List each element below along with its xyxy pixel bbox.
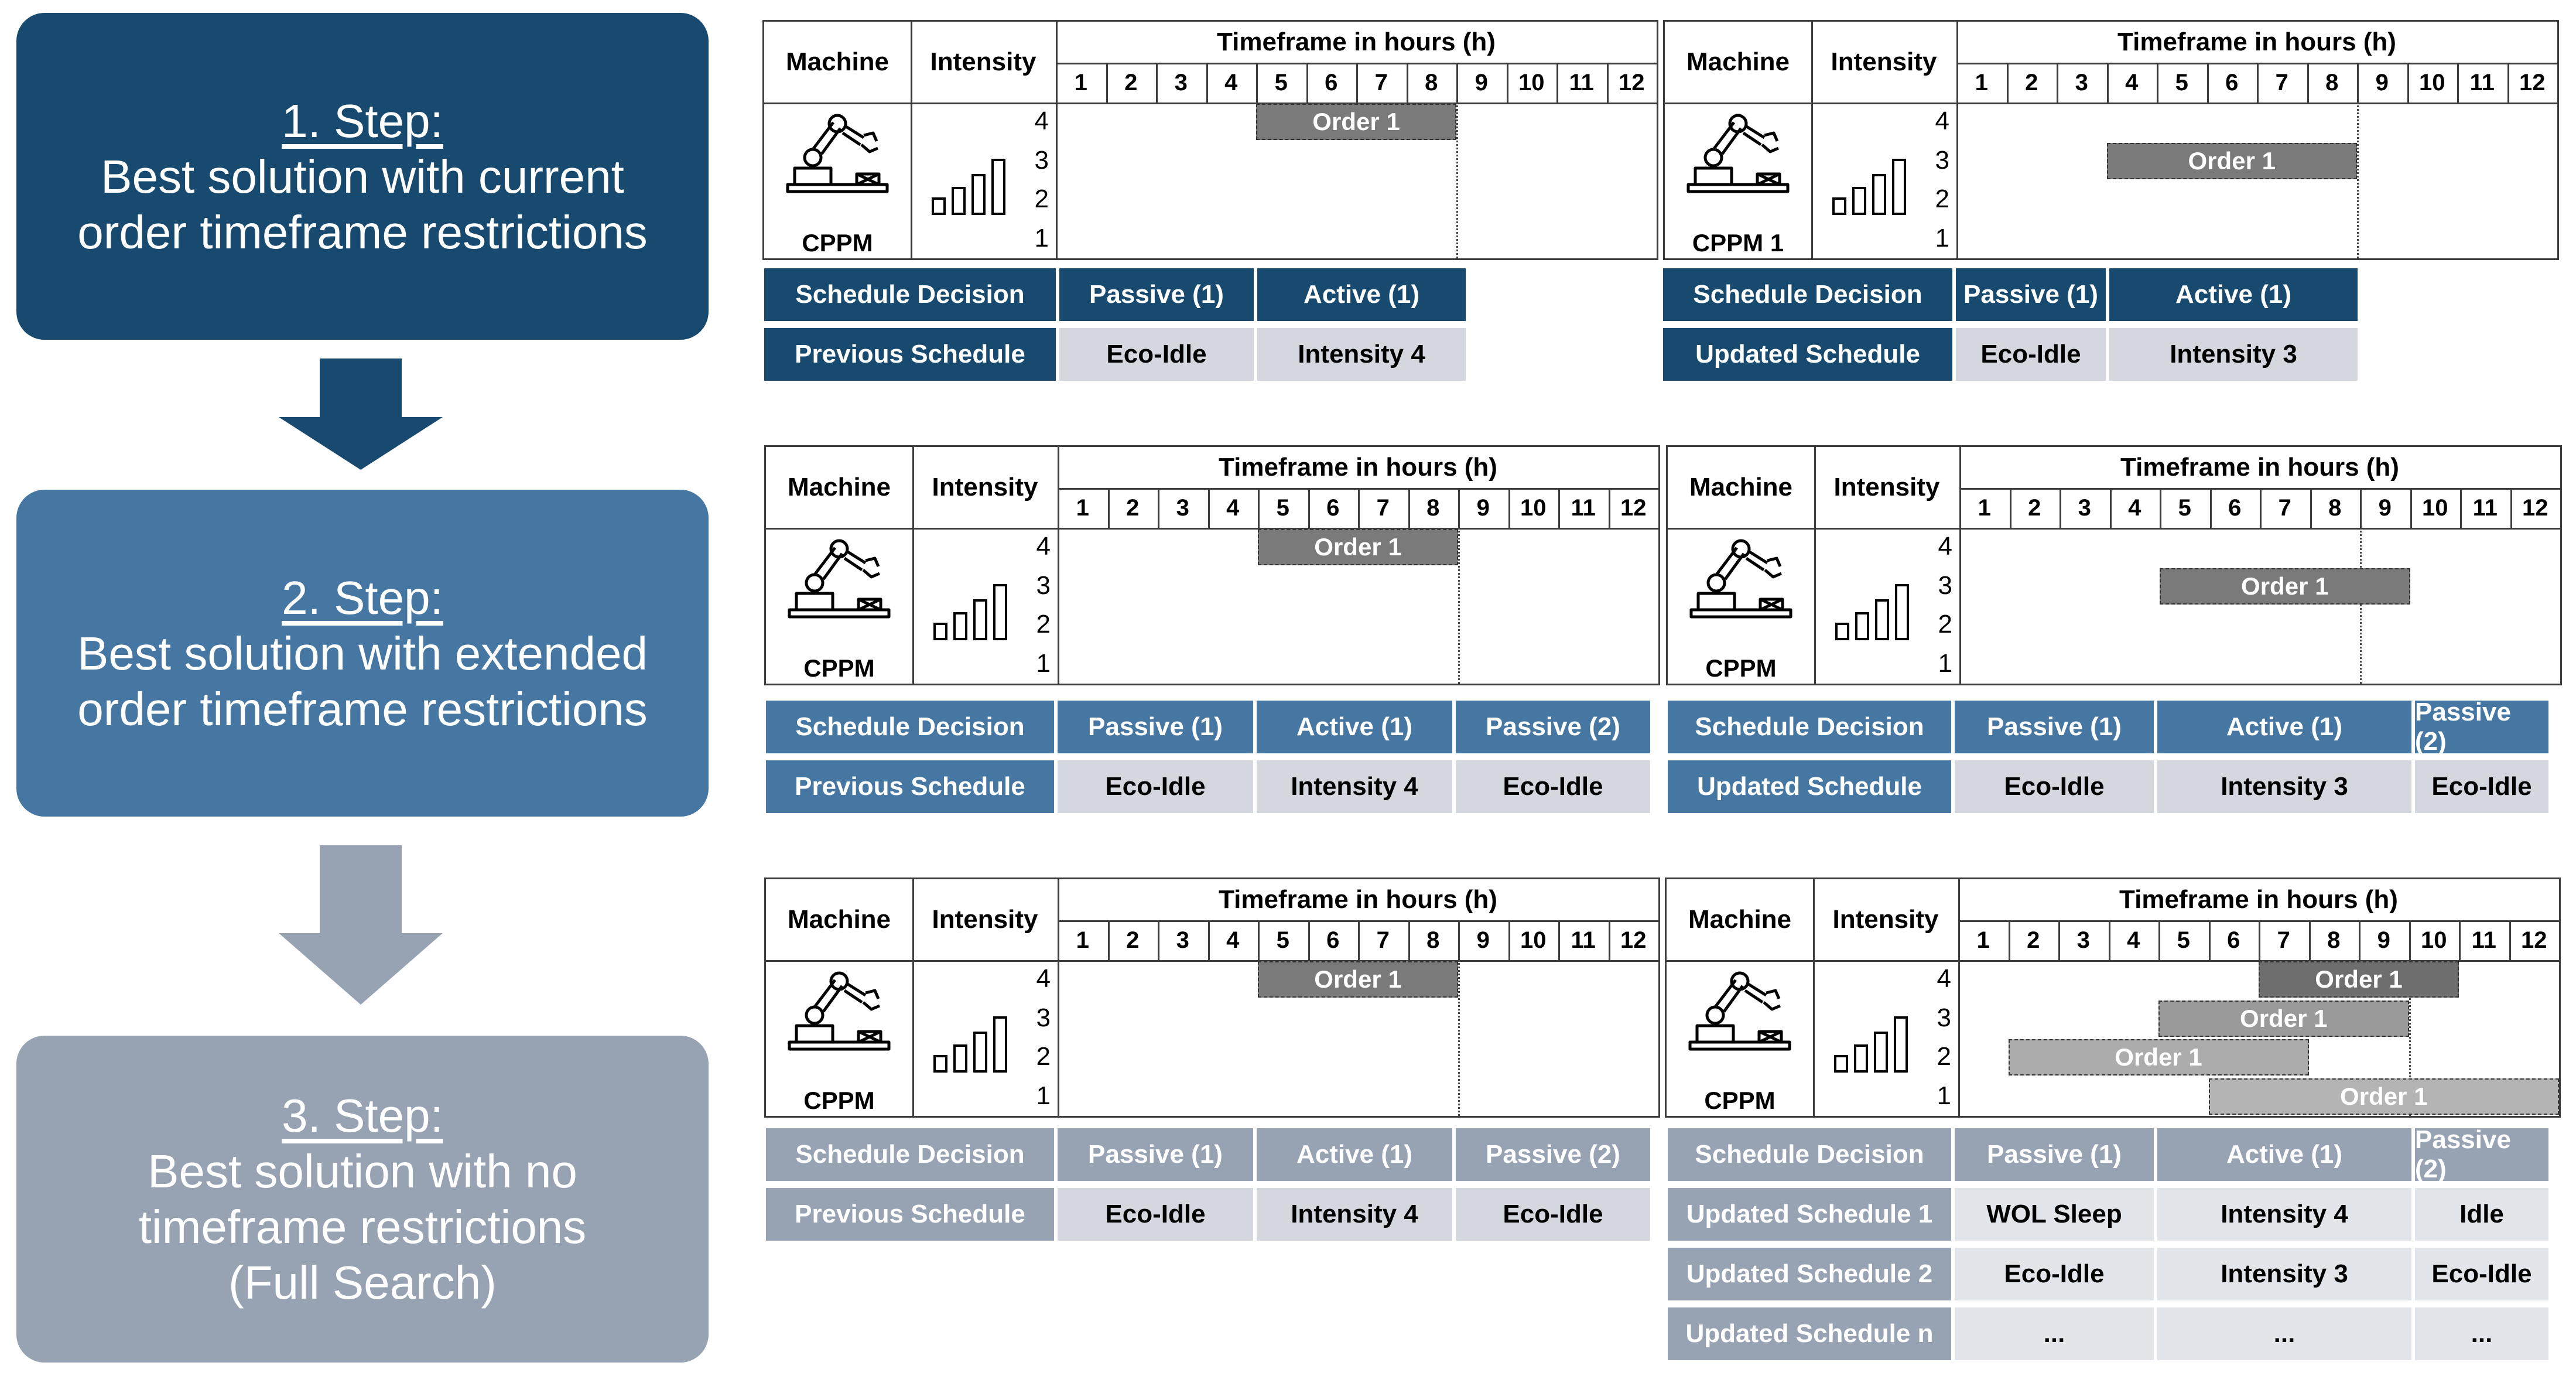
schedule-value: ... xyxy=(2157,1307,2411,1360)
intensity-level-label: 1 xyxy=(1036,648,1051,678)
down-arrow-icon xyxy=(279,845,443,1005)
hour-label: 8 xyxy=(1426,494,1440,521)
hour-label: 4 xyxy=(2125,69,2139,95)
hour-label: 10 xyxy=(1520,494,1547,521)
schedule-row-label: Updated Schedule xyxy=(1663,328,1952,381)
step-2-line2: order timeframe restrictions xyxy=(77,682,648,735)
schedule-value: Eco-Idle xyxy=(1955,760,2154,813)
intensity-level-label: 4 xyxy=(1937,964,1951,993)
schedule-row-label: Previous Schedule xyxy=(764,328,1056,381)
hour-label: 10 xyxy=(2419,69,2445,95)
hour-label: 1 xyxy=(1975,69,1988,95)
hour-label: 1 xyxy=(1976,927,1990,953)
hour-label: 11 xyxy=(1571,927,1596,953)
order-bar: Order 1 xyxy=(2209,1078,2560,1115)
schedule-value: Intensity 3 xyxy=(2157,1248,2411,1300)
hour-label: 5 xyxy=(1276,494,1289,521)
intensity-header: Intensity xyxy=(1833,473,1940,501)
intensity-header: Intensity xyxy=(932,905,1038,934)
deadline-dashed-line xyxy=(2357,103,2359,258)
hour-label: 3 xyxy=(1176,494,1189,521)
schedule-value: Intensity 3 xyxy=(2109,328,2358,381)
schedule-row-label: Updated Schedule n xyxy=(1668,1307,1951,1360)
hour-label: 6 xyxy=(2225,69,2239,95)
intensity-level-label: 4 xyxy=(1036,532,1051,561)
hour-label: 6 xyxy=(2227,927,2240,953)
intensity-level-label: 4 xyxy=(1938,532,1952,561)
hour-label: 12 xyxy=(2519,69,2546,95)
schedule-phase-header: Passive (2) xyxy=(2415,1128,2548,1181)
hour-label: 3 xyxy=(1174,69,1188,95)
intensity-level-label: 3 xyxy=(1036,571,1051,600)
intensity-level-label: 1 xyxy=(1937,1081,1951,1110)
gantt-panel-4 xyxy=(1666,445,2562,685)
step-1-box xyxy=(16,13,709,340)
machine-name: CPPM xyxy=(803,654,875,682)
hour-label: 3 xyxy=(2075,69,2088,95)
machine-header: Machine xyxy=(1686,47,1790,76)
schedule-value: Intensity 4 xyxy=(2157,1188,2411,1241)
hour-label: 9 xyxy=(1475,69,1488,95)
schedule-phase-header: Active (1) xyxy=(2157,1128,2411,1181)
hour-label: 11 xyxy=(2469,69,2495,95)
hour-label: 12 xyxy=(2522,494,2548,521)
hour-label: 9 xyxy=(2377,927,2390,953)
schedule-decision-label: Schedule Decision xyxy=(1668,1128,1951,1181)
hour-label: 10 xyxy=(1518,69,1545,95)
hour-label: 2 xyxy=(1126,494,1140,521)
hour-label: 9 xyxy=(1476,494,1490,521)
hour-label: 9 xyxy=(2378,494,2392,521)
hour-label: 2 xyxy=(1124,69,1138,95)
gantt-panel-6 xyxy=(1665,878,2561,1118)
timeframe-header: Timeframe in hours (h) xyxy=(1219,885,1497,914)
timeframe-header: Timeframe in hours (h) xyxy=(2117,28,2396,56)
intensity-level-label: 3 xyxy=(1937,1003,1951,1032)
schedule-decision-label: Schedule Decision xyxy=(1663,268,1952,321)
schedule-value: Intensity 4 xyxy=(1257,328,1466,381)
schedule-value: WOL Sleep xyxy=(1955,1188,2154,1241)
step-1-line1: Best solution with current xyxy=(101,150,624,203)
machine-header: Machine xyxy=(785,47,890,76)
schedule-value: Idle xyxy=(2415,1188,2548,1241)
intensity-level-label: 1 xyxy=(1938,648,1952,678)
hour-label: 4 xyxy=(1226,494,1240,521)
schedule-value: Eco-Idle xyxy=(1956,328,2106,381)
order-bar: Order 1 xyxy=(1258,961,1458,998)
hour-label: 9 xyxy=(2375,69,2389,95)
hour-label: 8 xyxy=(2327,927,2341,953)
schedule-decision-label: Schedule Decision xyxy=(766,701,1054,753)
robot-arm-icon xyxy=(1685,535,1797,623)
machine-cell xyxy=(1667,960,1813,1116)
hour-label: 12 xyxy=(1620,927,1647,953)
intensity-header: Intensity xyxy=(932,473,1038,501)
hour-label: 1 xyxy=(1074,69,1087,95)
step-2-box xyxy=(16,490,709,817)
machine-header: Machine xyxy=(787,473,891,501)
schedule-value: ... xyxy=(1955,1307,2154,1360)
robot-arm-icon xyxy=(1682,110,1794,197)
intensity-level-label: 4 xyxy=(1036,964,1051,993)
step-3-line3: (Full Search) xyxy=(228,1257,497,1309)
hour-label: 7 xyxy=(1374,69,1388,95)
gantt-panel-3 xyxy=(764,445,1660,685)
schedule-value: ... xyxy=(2415,1307,2548,1360)
hour-label: 8 xyxy=(2328,494,2342,521)
schedule-phase-header: Passive (2) xyxy=(1456,701,1650,753)
intensity-level-label: 2 xyxy=(1034,185,1049,214)
intensity-level-label: 2 xyxy=(1935,185,1949,214)
step-3-title: 3. Step: xyxy=(282,1090,443,1142)
schedule-row-label: Previous Schedule xyxy=(766,760,1054,813)
hour-label: 12 xyxy=(1620,494,1647,521)
timeframe-header: Timeframe in hours (h) xyxy=(2120,453,2399,482)
schedule-value: Eco-Idle xyxy=(1058,1188,1253,1241)
hour-label: 1 xyxy=(1978,494,1991,521)
schedule-row-label: Updated Schedule 1 xyxy=(1668,1188,1951,1241)
intensity-level-label: 3 xyxy=(1935,145,1949,175)
machine-cell xyxy=(1665,103,1811,258)
intensity-bars-icon xyxy=(930,1007,1024,1077)
machine-cell xyxy=(1668,528,1814,684)
hour-label: 8 xyxy=(1425,69,1438,95)
intensity-cell xyxy=(1811,103,1956,258)
robot-arm-icon xyxy=(1684,967,1795,1055)
machine-header: Machine xyxy=(1689,473,1793,501)
hour-label: 4 xyxy=(1226,927,1240,953)
robot-arm-icon xyxy=(782,110,893,197)
schedule-value: Intensity 4 xyxy=(1257,760,1452,813)
hour-label: 11 xyxy=(2472,494,2498,521)
schedule-value: Eco-Idle xyxy=(2415,760,2548,813)
order-bar: Order 1 xyxy=(1258,529,1458,565)
step-1-line2: order timeframe restrictions xyxy=(77,206,648,258)
step-1-title: 1. Step: xyxy=(282,94,443,147)
hour-label: 4 xyxy=(2128,494,2141,521)
step-3-box xyxy=(16,1036,709,1363)
hour-label: 5 xyxy=(2177,927,2190,953)
schedule-value: Eco-Idle xyxy=(1955,1248,2154,1300)
schedule-phase-header: Passive (1) xyxy=(1059,268,1254,321)
timeframe-header: Timeframe in hours (h) xyxy=(1217,28,1496,56)
hour-label: 2 xyxy=(2027,927,2040,953)
schedule-phase-header: Active (1) xyxy=(1257,1128,1452,1181)
machine-header: Machine xyxy=(1688,905,1792,934)
hour-label: 11 xyxy=(1569,69,1594,95)
deadline-dashed-line xyxy=(2360,528,2362,684)
schedule-decision-label: Schedule Decision xyxy=(1668,701,1951,753)
hour-label: 10 xyxy=(1520,927,1547,953)
intensity-level-label: 2 xyxy=(1036,1042,1051,1071)
order-bar: Order 1 xyxy=(1256,104,1456,140)
schedule-row-label: Updated Schedule xyxy=(1668,760,1951,813)
intensity-level-label: 3 xyxy=(1938,571,1952,600)
hour-label: 3 xyxy=(2078,494,2091,521)
schedule-value: Eco-Idle xyxy=(1058,760,1253,813)
schedule-decision-label: Schedule Decision xyxy=(766,1128,1054,1181)
hour-label: 2 xyxy=(2028,494,2041,521)
deadline-dashed-line xyxy=(1458,528,1460,684)
hour-label: 6 xyxy=(1326,494,1340,521)
hour-label: 4 xyxy=(1224,69,1238,95)
intensity-level-label: 3 xyxy=(1034,145,1049,175)
hour-label: 8 xyxy=(1426,927,1440,953)
schedule-phase-header: Passive (2) xyxy=(1456,1128,1650,1181)
schedule-row-label: Updated Schedule 2 xyxy=(1668,1248,1951,1300)
schedule-phase-header: Active (1) xyxy=(1257,701,1452,753)
intensity-cell xyxy=(912,528,1058,684)
schedule-decision-label: Schedule Decision xyxy=(764,268,1056,321)
schedule-value: Eco-Idle xyxy=(1059,328,1254,381)
hour-label: 10 xyxy=(2422,494,2448,521)
step-3-line1: Best solution with no xyxy=(148,1145,577,1197)
hour-label: 4 xyxy=(2127,927,2140,953)
schedule-phase-header: Passive (1) xyxy=(1955,1128,2154,1181)
hour-label: 11 xyxy=(1571,494,1596,521)
intensity-cell xyxy=(1814,528,1959,684)
hour-label: 5 xyxy=(1274,69,1288,95)
schedule-value: Eco-Idle xyxy=(1456,1188,1650,1241)
schedule-phase-header: Passive (1) xyxy=(1058,701,1253,753)
gantt-panel-2 xyxy=(1663,20,2559,260)
intensity-level-label: 3 xyxy=(1036,1003,1051,1032)
hour-label: 2 xyxy=(1126,927,1140,953)
hour-label: 8 xyxy=(2325,69,2339,95)
machine-name: CPPM 1 xyxy=(1692,229,1784,257)
machine-name: CPPM xyxy=(1705,654,1777,682)
hour-label: 12 xyxy=(2521,927,2547,953)
hour-label: 7 xyxy=(2278,494,2291,521)
hour-label: 2 xyxy=(2025,69,2038,95)
intensity-bars-icon xyxy=(930,575,1024,645)
intensity-level-label: 2 xyxy=(1036,610,1051,639)
intensity-level-label: 2 xyxy=(1938,610,1952,639)
order-bar: Order 1 xyxy=(2259,961,2459,998)
step-2-title: 2. Step: xyxy=(282,571,443,624)
robot-arm-icon xyxy=(784,967,895,1055)
robot-arm-icon xyxy=(784,535,895,623)
intensity-level-label: 1 xyxy=(1036,1081,1051,1110)
schedule-phase-header: Active (1) xyxy=(1257,268,1466,321)
machine-cell xyxy=(766,528,912,684)
hour-label: 9 xyxy=(1476,927,1490,953)
schedule-value: Eco-Idle xyxy=(1456,760,1650,813)
hour-label: 3 xyxy=(2076,927,2090,953)
schedule-row-label: Previous Schedule xyxy=(766,1188,1054,1241)
intensity-bars-icon xyxy=(1831,1007,1924,1077)
schedule-value: Intensity 3 xyxy=(2157,760,2411,813)
intensity-cell xyxy=(1813,960,1958,1116)
intensity-level-label: 4 xyxy=(1935,107,1949,136)
schedule-phase-header: Active (1) xyxy=(2157,701,2411,753)
deadline-dashed-line xyxy=(1458,960,1460,1116)
deadline-dashed-line xyxy=(1456,103,1458,258)
gantt-panel-5 xyxy=(764,878,1660,1118)
intensity-header: Intensity xyxy=(930,47,1036,76)
hour-label: 6 xyxy=(2228,494,2242,521)
schedule-phase-header: Passive (2) xyxy=(2415,701,2548,753)
hour-label: 12 xyxy=(1619,69,1645,95)
hour-label: 7 xyxy=(2277,927,2290,953)
machine-name: CPPM xyxy=(1704,1087,1776,1114)
hour-label: 7 xyxy=(1376,927,1390,953)
intensity-level-label: 1 xyxy=(1034,223,1049,252)
schedule-phase-header: Active (1) xyxy=(2109,268,2358,321)
hour-label: 5 xyxy=(2175,69,2188,95)
schedule-value: Intensity 4 xyxy=(1257,1188,1452,1241)
intensity-bars-icon xyxy=(1832,575,1925,645)
hour-label: 10 xyxy=(2421,927,2447,953)
machine-name: CPPM xyxy=(803,1087,875,1114)
machine-header: Machine xyxy=(787,905,891,934)
gantt-panel-1 xyxy=(762,20,1658,260)
hour-label: 1 xyxy=(1076,927,1089,953)
timeframe-header: Timeframe in hours (h) xyxy=(1219,453,1497,482)
hour-label: 6 xyxy=(1325,69,1338,95)
hour-label: 7 xyxy=(1376,494,1390,521)
step-2-line1: Best solution with extended xyxy=(77,627,648,680)
schedule-phase-header: Passive (1) xyxy=(1058,1128,1253,1181)
order-bar: Order 1 xyxy=(2158,1001,2409,1037)
machine-cell xyxy=(766,960,912,1116)
intensity-cell xyxy=(911,103,1056,258)
hour-label: 5 xyxy=(1276,927,1289,953)
schedule-phase-header: Passive (1) xyxy=(1955,701,2154,753)
intensity-bars-icon xyxy=(1829,149,1922,220)
order-bar: Order 1 xyxy=(2009,1039,2309,1075)
hour-label: 5 xyxy=(2178,494,2191,521)
intensity-level-label: 4 xyxy=(1034,107,1049,136)
machine-cell xyxy=(764,103,911,258)
step-3-line2: timeframe restrictions xyxy=(138,1201,587,1253)
intensity-header: Intensity xyxy=(1832,905,1939,934)
schedule-value: Eco-Idle xyxy=(2415,1248,2548,1300)
hour-label: 11 xyxy=(2471,927,2496,953)
timeframe-header: Timeframe in hours (h) xyxy=(2119,885,2398,914)
intensity-level-label: 1 xyxy=(1935,223,1949,252)
hour-label: 6 xyxy=(1326,927,1340,953)
intensity-bars-icon xyxy=(928,149,1022,220)
hour-label: 3 xyxy=(1176,927,1189,953)
intensity-header: Intensity xyxy=(1831,47,1937,76)
order-bar: Order 1 xyxy=(2160,568,2410,605)
order-bar: Order 1 xyxy=(2107,143,2358,179)
hour-label: 7 xyxy=(2275,69,2288,95)
machine-name: CPPM xyxy=(802,229,873,257)
schedule-phase-header: Passive (1) xyxy=(1956,268,2106,321)
intensity-level-label: 2 xyxy=(1937,1042,1951,1071)
hour-label: 1 xyxy=(1076,494,1089,521)
down-arrow-icon xyxy=(279,358,443,470)
intensity-cell xyxy=(912,960,1058,1116)
